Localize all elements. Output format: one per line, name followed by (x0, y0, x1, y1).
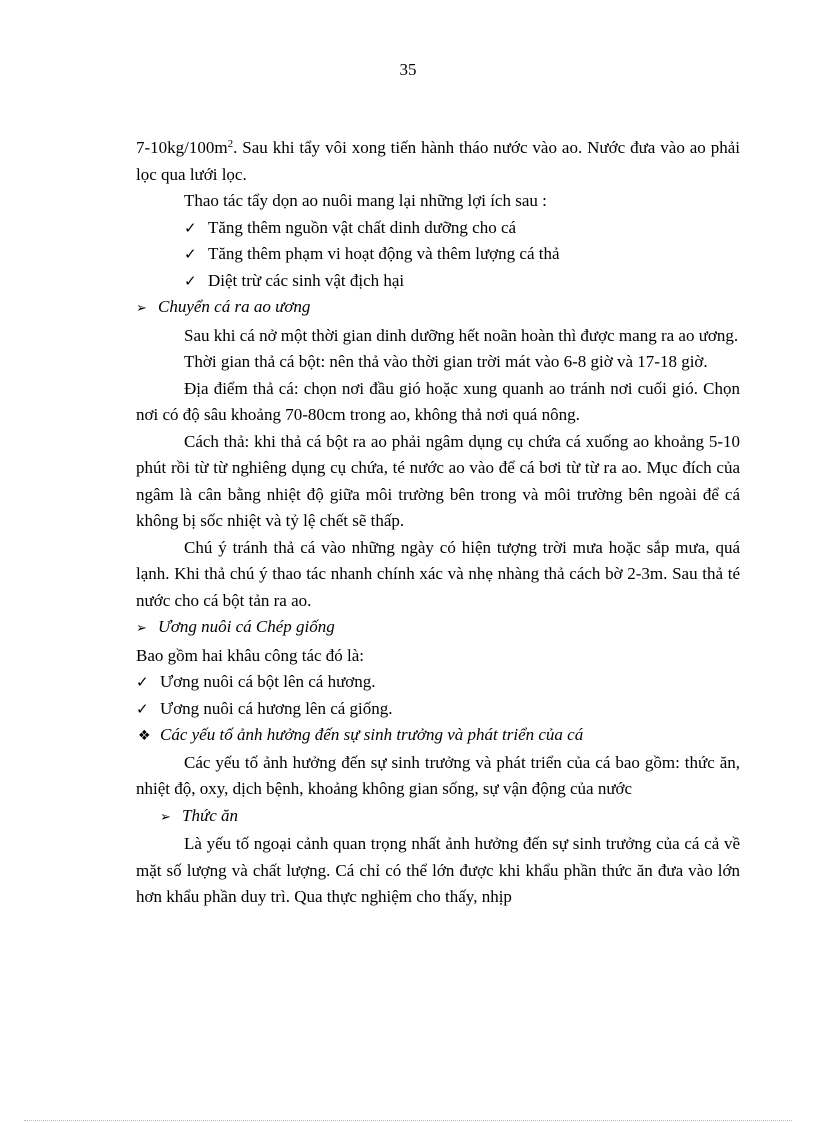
document-body (136, 135, 740, 911)
stage-text: Ương nuôi cá hương lên cá giống. (160, 698, 393, 718)
heading-text: Thức ăn (182, 805, 239, 825)
dosage-text: 7-10kg/100m (136, 138, 228, 157)
paragraph-release-time: Thời gian thả cá bột: nên thả vào thời gian trời mát vào 6-8 giờ và 17-18 giờ. (184, 352, 708, 371)
arrow-bullet-icon: ➢ (160, 809, 171, 825)
footer-divider (24, 1120, 792, 1121)
page-number: 35 (399, 60, 417, 79)
benefit-text: Tăng thêm phạm vi hoạt động và thêm lượng cá thả (208, 244, 560, 263)
stage-item (136, 696, 740, 723)
checkmark-icon: ✓ (184, 271, 197, 290)
heading-growth-factors (136, 722, 740, 750)
heading-text: Các yếu tố ảnh hưởng đến sự sinh trưởng và phát triển của cá (160, 725, 584, 744)
benefit-text: Diệt trừ các sinh vật địch hại (208, 270, 405, 290)
heading-text: Chuyển cá ra ao ương (158, 297, 311, 316)
paragraph-release-location: Địa điểm thả cá: chọn nơi đầu gió hoặc xung quanh ao tránh nơi cuối gió. Chọn nơi có độ sâu khoảng 70-80cm trong ao, không thả nơi quá nông. (136, 378, 740, 424)
arrow-bullet-icon: ➢ (136, 621, 147, 636)
stage-item (136, 669, 740, 696)
heading-nursing-carp (136, 614, 740, 643)
paragraph-factors: Các yếu tố ảnh hưởng đến sự sinh trưởng và phát triển của cá bao gồm: thức ăn, nhiệt độ, oxy, dịch bệnh, khoảng không gian sống, sự vận động của nước (136, 752, 740, 798)
benefit-item (136, 268, 740, 295)
heading-food (136, 803, 740, 832)
heading-transfer-fish (136, 294, 740, 323)
paragraph-transfer: Sau khi cá nở một thời gian dinh dưỡng hết noãn hoàn thì được mang ra ao ương. (184, 325, 739, 345)
benefit-item (136, 241, 740, 268)
paragraph-stages-intro: Bao gồm hai khâu công tác đó là: (136, 645, 365, 665)
dosage-rest: . Sau khi tẩy vôi xong tiến hành tháo nước vào ao. Nước đưa vào ao phải lọc qua lưới lọc. (136, 138, 740, 184)
arrow-bullet-icon: ➢ (136, 301, 147, 316)
checkmark-icon: ✓ (136, 673, 149, 691)
paragraph-release-method: Cách thả: khi thả cá bột ra ao phải ngâm dụng cụ chứa cá xuống ao khoảng 5-10 phút rồi từ từ nghiêng dụng cụ chứa, té nước ao vào để cá bơi từ từ ra ao. Mục đích của ngâm là cân bằng nhiệt độ giữa môi trường bên trong và môi trường bên ngoài để cá không bị sốc nhiệt và tỷ lệ chết sẽ thấp. (136, 431, 740, 530)
paragraph-release-note: Chú ý tránh thả cá vào những ngày có hiện tượng trời mưa hoặc sắp mưa, quá lạnh. Khi thả chú ý thao tác nhanh chính xác và nhẹ nhàng thả cách bờ 2-3m. Sau thả té nước cho cá bột tản ra ao. (136, 537, 740, 610)
paragraph-lime-dosage (136, 135, 740, 188)
paragraph-food: Là yếu tố ngoại cảnh quan trọng nhất ảnh hưởng đến sự sinh trưởng của cá cả về mặt số lượng và chất lượng. Cá chỉ có thể lớn được khi khẩu phần thức ăn đưa vào lớn hơn khẩu phần duy trì. Qua thực nghiệm cho thấy, nhịp (136, 834, 740, 906)
checkmark-icon: ✓ (184, 218, 197, 237)
checkmark-icon: ✓ (184, 245, 197, 263)
stage-text: Ương nuôi cá bột lên cá hương. (160, 672, 376, 691)
diamond-bullet-icon: ❖ (138, 728, 151, 744)
paragraph-benefits-intro: Thao tác tẩy dọn ao nuôi mang lại những lợi ích sau : (184, 191, 547, 210)
benefit-item (136, 215, 740, 242)
dosage-superscript: 2 (227, 138, 234, 150)
heading-text: Ương nuôi cá Chép giống (158, 617, 335, 636)
benefit-text: Tăng thêm nguồn vật chất dinh dưỡng cho cá (208, 217, 517, 237)
checkmark-icon: ✓ (136, 699, 149, 718)
